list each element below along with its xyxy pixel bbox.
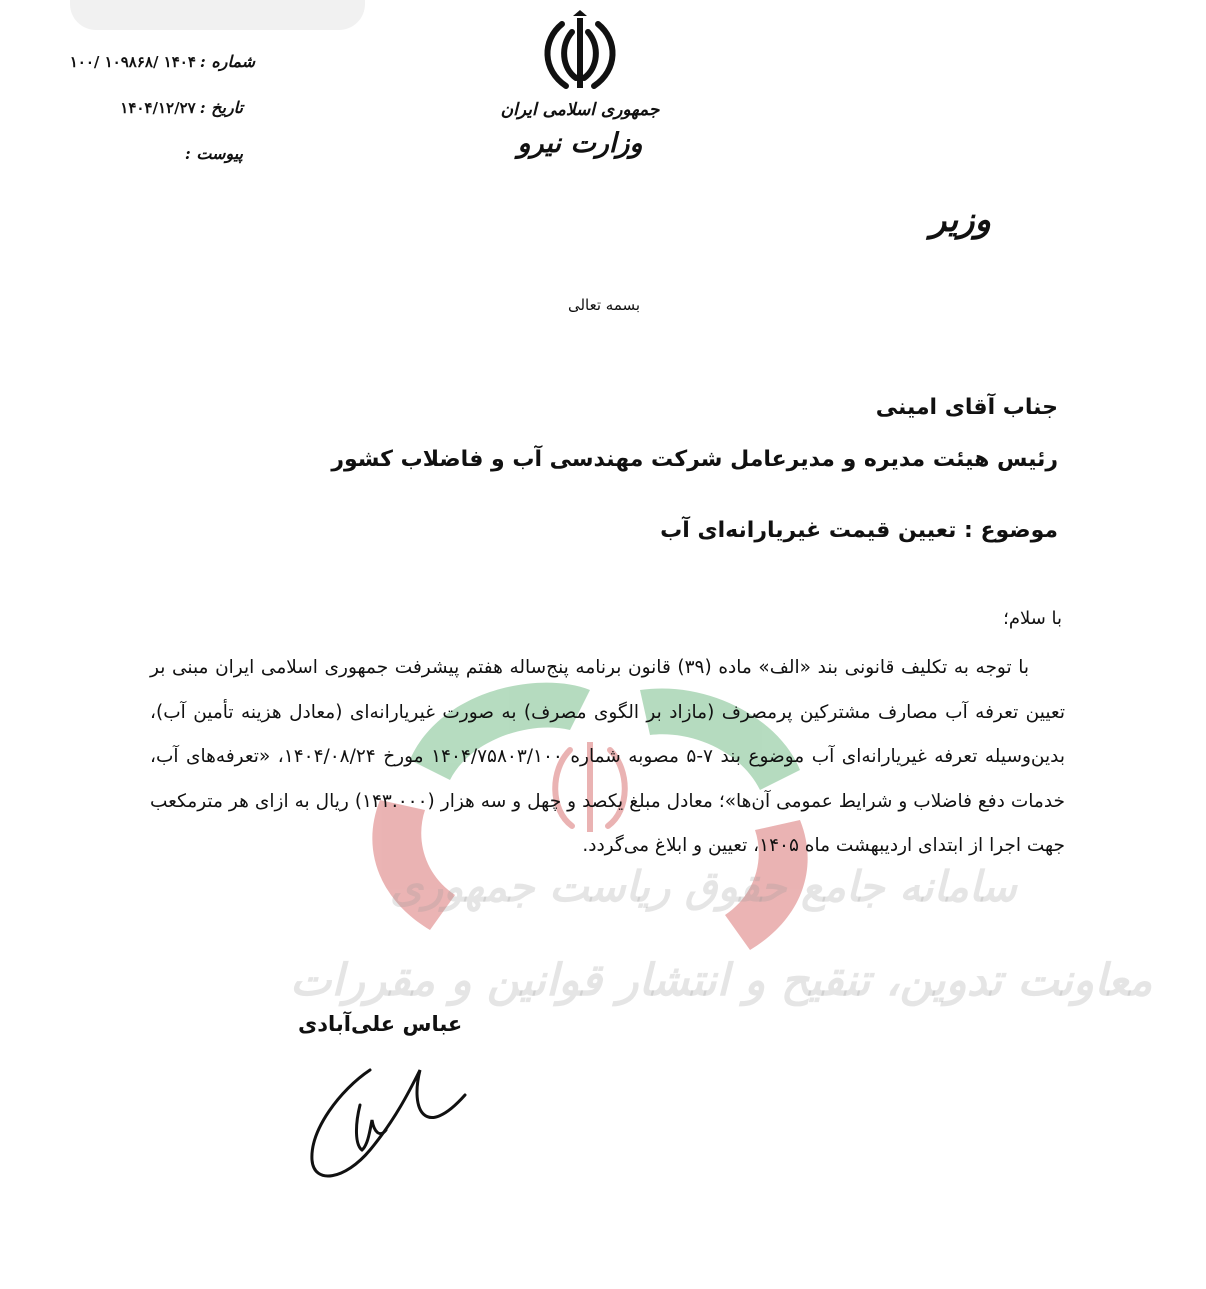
- letterhead: [480, 10, 680, 159]
- ministry-name: وزارت نیرو: [517, 128, 643, 159]
- addressee-position: رئیس هیئت مدیره و مدیرعامل شرکت مهندسی آب و فاضلاب کشور: [331, 447, 1058, 472]
- letter-attachment-row: [30, 144, 255, 190]
- watermark-line-1: سامانه جامع حقوق ریاست جمهوری: [390, 862, 1017, 911]
- signer-name: عباس علی‌آبادی: [298, 1012, 463, 1036]
- letter-date-label: تاریخ :: [199, 98, 243, 117]
- letter-date-value: ۱۴۰۴/۱۲/۲۷: [120, 99, 196, 117]
- letter-subject: موضوع : تعیین قیمت غیریارانه‌ای آب: [660, 518, 1058, 543]
- greeting: با سلام؛: [1003, 608, 1062, 629]
- letter-number-label: شماره :: [199, 52, 255, 71]
- watermark-line-2: معاونت تدوین، تنقیح و انتشار قوانین و مقررات: [290, 955, 1153, 1006]
- letter-number-row: [30, 52, 255, 98]
- letter-meta: [30, 52, 255, 190]
- letter-date-row: [30, 98, 255, 144]
- addressee-name: جناب آقای امینی: [875, 395, 1058, 420]
- top-tab-shadow: [70, 0, 365, 30]
- addressee: [331, 382, 1058, 486]
- letter-number-value: ۱۰۰/ ۱۰۹۸۶۸/ ۱۴۰۴: [69, 53, 196, 71]
- republic-name: جمهوری اسلامی ایران: [500, 100, 660, 120]
- letter-body: با توجه به تکلیف قانونی بند «الف» ماده (۳۹) قانون برنامه پنج‌ساله هفتم پیشرفت جمهوری اسلامی ایران مبنی بر تعیین تعرفه آب مصارف مشترکین پرمصرف (مازاد بر الگوی مصرف) به صورت غیریارانه‌ای (معادل هزینه تأمین آب)، بدین‌وسیله تعرفه غیریارانه‌ای آب موضوع بند ۷-۵ مصوبه شماره ۱۴۰۴/۷۵۸۰۳/۱۰۰ مورخ ۱۴۰۴/۰۸/۲۴، «تعرفه‌های آب، خدمات دفع فاضلاب و شرایط عمومی آن‌ها»؛ معادل مبلغ یکصد و چهل و سه هزار (۱۴۳.۰۰۰) ریال به ازای هر مترمکعب جهت اجرا از ابتدای اردیبهشت ماه ۱۴۰۵، تعیین و ابلاغ می‌گردد.: [150, 657, 1066, 856]
- signature-icon: [300, 1050, 480, 1190]
- iran-emblem-icon: [532, 10, 628, 96]
- letter-attachment-label: پیوست :: [184, 144, 243, 163]
- minister-title: وزیر: [929, 200, 991, 240]
- invocation: بسمه تعالی: [567, 296, 641, 314]
